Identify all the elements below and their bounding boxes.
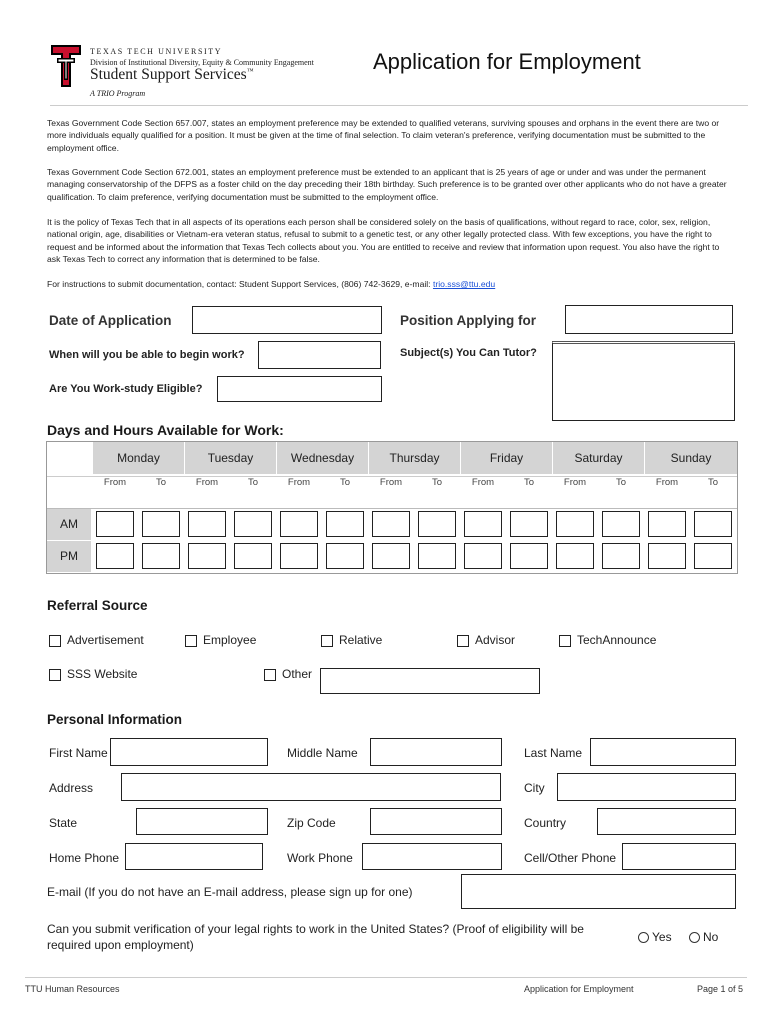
thursday-from-label: From xyxy=(379,477,403,488)
day-wednesday: Wednesday xyxy=(276,442,368,474)
am-row-label: AM xyxy=(47,509,91,540)
footer-page-number: Page 1 of 5 xyxy=(697,984,744,994)
subjects-tutor-label: Subject(s) You Can Tutor? xyxy=(400,347,537,359)
am-tuesday-to[interactable] xyxy=(234,511,272,537)
legal-yes-label: Yes xyxy=(652,930,672,944)
day-tuesday: Tuesday xyxy=(184,442,276,474)
contact-email-link[interactable]: trio.sss@ttu.edu xyxy=(432,279,496,289)
cell-phone-input[interactable] xyxy=(622,843,736,870)
wednesday-from-label: From xyxy=(287,477,311,488)
legal-no-radio[interactable] xyxy=(689,932,700,943)
home-phone-label: Home Phone xyxy=(49,851,120,865)
pm-saturday-to[interactable] xyxy=(602,543,640,569)
trio-tagline: A TRIO Program xyxy=(90,89,146,98)
am-monday-from[interactable] xyxy=(96,511,134,537)
sunday-from-label: From xyxy=(655,477,679,488)
footer-rule xyxy=(25,977,747,978)
work-phone-label: Work Phone xyxy=(287,851,353,865)
work-study-label: Are You Work-study Eligible? xyxy=(49,383,203,395)
state-label: State xyxy=(49,816,78,830)
tuesday-from-label: From xyxy=(195,477,219,488)
advisor-label: Advisor xyxy=(475,633,516,647)
legal-rights-question: Can you submit verification of your legal rights to work in the United States? (Proof of eligibility will be required upon employment) xyxy=(47,922,584,952)
pm-tuesday-from[interactable] xyxy=(188,543,226,569)
pm-saturday-from[interactable] xyxy=(556,543,594,569)
advertisement-checkbox[interactable] xyxy=(49,635,61,647)
work-study-input[interactable] xyxy=(217,376,382,402)
first-name-input[interactable] xyxy=(110,738,268,766)
employee-label: Employee xyxy=(203,633,257,647)
position-applying-label: Position Applying for xyxy=(400,313,536,328)
state-input[interactable] xyxy=(136,808,268,835)
personal-info-title: Personal Information xyxy=(47,712,183,727)
division-name: Division of Institutional Diversity, Equity & Community Engagement xyxy=(90,58,314,67)
first-name-label: First Name xyxy=(49,746,108,760)
pm-thursday-to[interactable] xyxy=(418,543,456,569)
email-label: E-mail (If you do not have an E-mail address, please sign up for one) xyxy=(47,885,413,899)
am-thursday-to[interactable] xyxy=(418,511,456,537)
trademark: ™ xyxy=(246,66,254,75)
pm-thursday-from[interactable] xyxy=(372,543,410,569)
techannounce-label: TechAnnounce xyxy=(577,633,657,647)
home-phone-input[interactable] xyxy=(125,843,263,870)
sss-website-checkbox[interactable] xyxy=(49,669,61,681)
pm-sunday-from[interactable] xyxy=(648,543,686,569)
saturday-from-label: From xyxy=(563,477,587,488)
contact-text xyxy=(47,278,727,290)
pm-row-label: PM xyxy=(47,541,91,572)
address-input[interactable] xyxy=(121,773,501,801)
saturday-to-label: To xyxy=(615,477,627,488)
legal-no-label: No xyxy=(703,930,719,944)
monday-from-label: From xyxy=(103,477,127,488)
header-rule xyxy=(50,105,748,106)
am-wednesday-to[interactable] xyxy=(326,511,364,537)
am-saturday-from[interactable] xyxy=(556,511,594,537)
university-name: TEXAS TECH UNIVERSITY xyxy=(90,47,223,56)
other-checkbox[interactable] xyxy=(264,669,276,681)
program-name xyxy=(90,66,254,84)
cell-phone-label: Cell/Other Phone xyxy=(524,851,617,865)
double-t-logo-icon xyxy=(50,44,82,88)
last-name-label: Last Name xyxy=(524,746,583,760)
friday-from-label: From xyxy=(471,477,495,488)
monday-to-label: To xyxy=(155,477,167,488)
zip-code-label: Zip Code xyxy=(287,816,336,830)
pm-sunday-to[interactable] xyxy=(694,543,732,569)
pm-friday-from[interactable] xyxy=(464,543,502,569)
advisor-checkbox[interactable] xyxy=(457,635,469,647)
day-thursday: Thursday xyxy=(368,442,460,474)
date-of-application-label: Date of Application xyxy=(49,313,172,328)
date-of-application-input[interactable] xyxy=(192,306,382,334)
middle-name-label: Middle Name xyxy=(287,746,358,760)
referral-title: Referral Source xyxy=(47,598,148,613)
city-label: City xyxy=(524,781,545,795)
last-name-input[interactable] xyxy=(590,738,736,766)
schedule-row-divider xyxy=(47,508,737,509)
pm-wednesday-from[interactable] xyxy=(280,543,318,569)
pm-wednesday-to[interactable] xyxy=(326,543,364,569)
sss-website-label: SSS Website xyxy=(67,667,138,681)
begin-work-input[interactable] xyxy=(258,341,381,369)
am-thursday-from[interactable] xyxy=(372,511,410,537)
address-label: Address xyxy=(49,781,94,795)
position-applying-input[interactable] xyxy=(565,305,733,334)
country-input[interactable] xyxy=(597,808,736,835)
am-friday-to[interactable] xyxy=(510,511,548,537)
friday-to-label: To xyxy=(523,477,535,488)
sunday-to-label: To xyxy=(707,477,719,488)
day-monday: Monday xyxy=(92,442,184,474)
tuesday-to-label: To xyxy=(247,477,259,488)
wednesday-to-label: To xyxy=(339,477,351,488)
am-sunday-to[interactable] xyxy=(694,511,732,537)
am-tuesday-from[interactable] xyxy=(188,511,226,537)
pm-monday-from[interactable] xyxy=(96,543,134,569)
zip-code-input[interactable] xyxy=(370,808,502,835)
other-referral-input[interactable] xyxy=(320,668,540,694)
pm-tuesday-to[interactable] xyxy=(234,543,272,569)
day-saturday: Saturday xyxy=(552,442,644,474)
work-phone-input[interactable] xyxy=(362,843,502,870)
am-friday-from[interactable] xyxy=(464,511,502,537)
city-input[interactable] xyxy=(557,773,736,801)
footer-left: TTU Human Resources xyxy=(25,984,120,994)
am-sunday-from[interactable] xyxy=(648,511,686,537)
am-wednesday-from[interactable] xyxy=(280,511,318,537)
footer-center: Application for Employment xyxy=(524,984,634,994)
subjects-tutor-input[interactable] xyxy=(552,341,735,421)
thursday-to-label: To xyxy=(431,477,443,488)
am-saturday-to[interactable] xyxy=(602,511,640,537)
advertisement-label: Advertisement xyxy=(67,633,144,647)
am-monday-to[interactable] xyxy=(142,511,180,537)
page-title: Application for Employment xyxy=(373,49,641,74)
pm-monday-to[interactable] xyxy=(142,543,180,569)
techannounce-checkbox[interactable] xyxy=(559,635,571,647)
equal-opportunity-text: It is the policy of Texas Tech that in all aspects of its operations each person shall be considered solely on the basis of qualifications, without regard to race, color, sex, religion, national origin, age, disabilities or Vietnam-era veteran status, refusal to submit to a genetic test, or any other legally protected class. With few exceptions, you have the right to request and be informed about the information that Texas Tech collects about you. You are entitled to receive and review that information upon request. You also have the right to ask Texas Tech to correct any information that is determined to be false. xyxy=(47,217,720,265)
relative-checkbox[interactable] xyxy=(321,635,333,647)
program-name-text: Student Support Services xyxy=(90,66,247,83)
ttu-logo xyxy=(50,44,82,88)
email-input[interactable] xyxy=(461,874,736,909)
other-label: Other xyxy=(282,667,313,681)
legal-yes-radio[interactable] xyxy=(638,932,649,943)
day-sunday: Sunday xyxy=(644,442,737,474)
middle-name-input[interactable] xyxy=(370,738,502,766)
veteran-preference-text: Texas Government Code Section 657.007, states an employment preference may be extended to qualified veterans, surviving spouses and orphans in the event there are two or more individuals equally qualified for a position. It must be given at the time of final selection. To claim veteran's preference, verifying documentation must be submitted to the employment office. xyxy=(47,118,720,153)
country-label: Country xyxy=(524,816,567,830)
contact-prefix: For instructions to submit documentation, contact: Student Support Services, (806) 742-3629, e-mail: xyxy=(47,279,433,289)
schedule-title: Days and Hours Available for Work: xyxy=(47,422,284,438)
day-friday: Friday xyxy=(460,442,552,474)
employee-checkbox[interactable] xyxy=(185,635,197,647)
relative-label: Relative xyxy=(339,633,383,647)
foster-preference-text: Texas Government Code Section 672.001, states an employment preference must be extended to an applicant that is 25 years of age or under and was under the permanent managing conservatorship of the DFPS as a foster child on the day preceding their 18th birthday. Such preference is to be granted over other applicants who do not have a greater qualification. To claim preference, verifying documentation must be submitted to the employment office. xyxy=(47,167,727,202)
begin-work-label: When will you be able to begin work? xyxy=(49,349,245,361)
pm-friday-to[interactable] xyxy=(510,543,548,569)
